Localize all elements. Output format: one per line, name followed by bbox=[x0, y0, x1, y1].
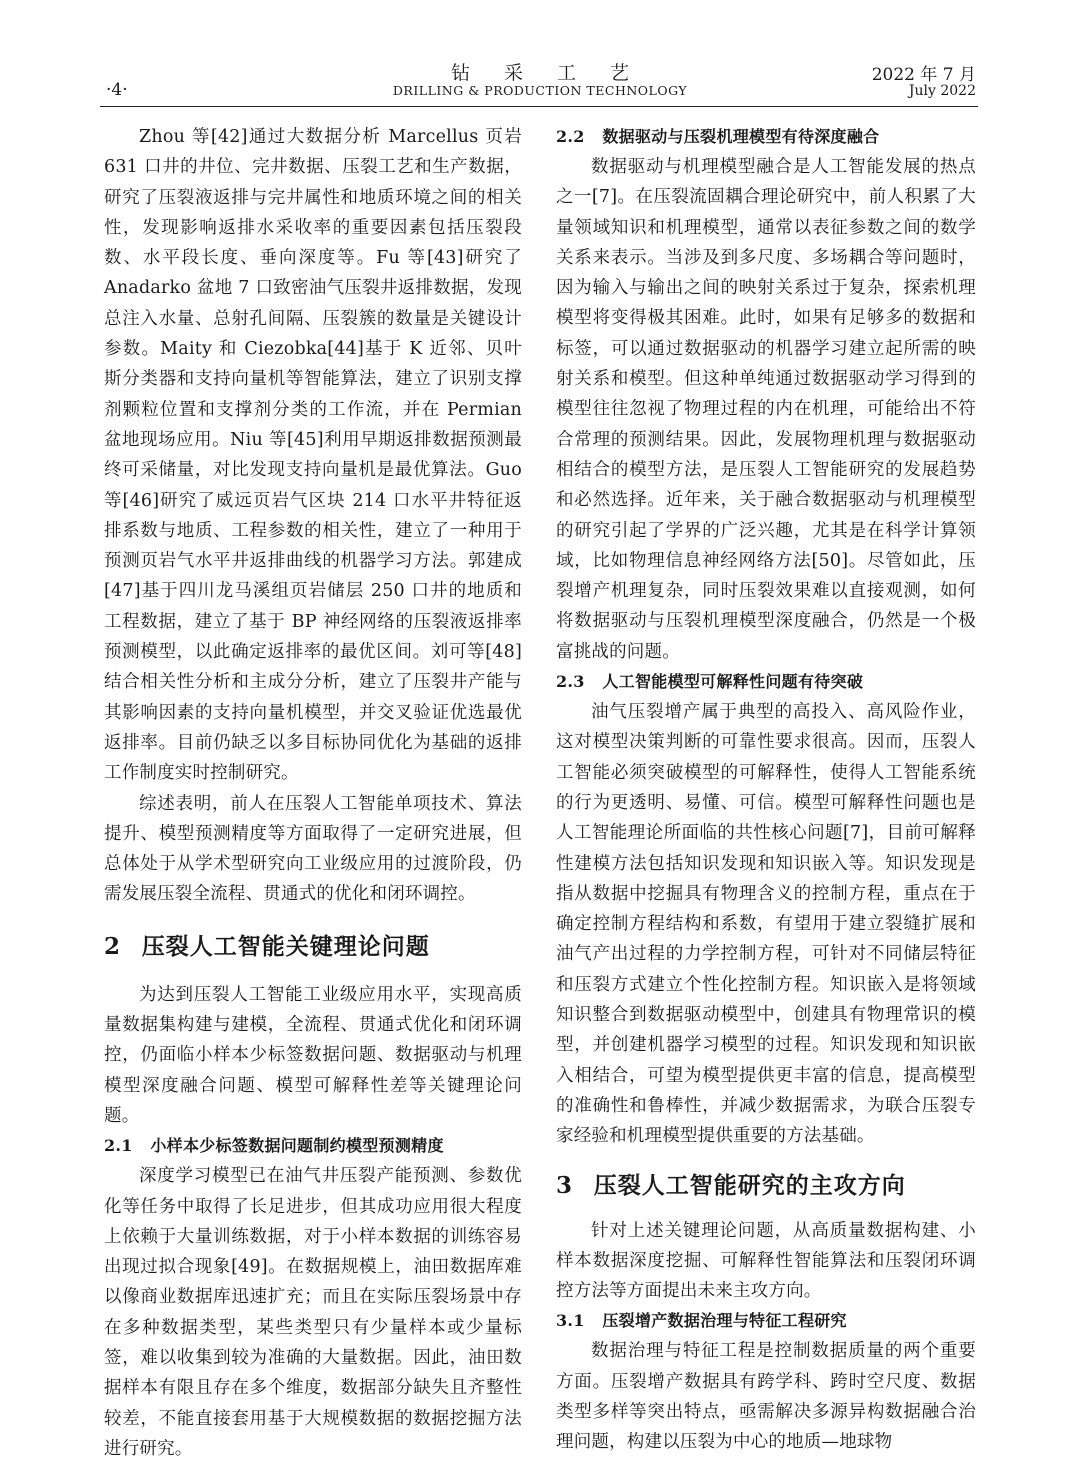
left-column bbox=[104, 122, 522, 1464]
chapter-number: 2 bbox=[104, 932, 122, 960]
section-title: 人工智能模型可解释性问题有待突破 bbox=[602, 672, 864, 692]
chapter-number: 3 bbox=[556, 1171, 574, 1199]
section-number: 2.2 bbox=[556, 127, 585, 146]
section-number: 3.1 bbox=[556, 1311, 585, 1331]
section-number: 2.1 bbox=[104, 1136, 133, 1156]
paragraph: 数据治理与特征工程是控制数据质量的两个重要方面。压裂增产数据具有跨学科、跨时空尺度、数据类型多样等突出特点，亟需解决多源异构数据融合治理问题，构建以压裂为中心的地质—地球物 bbox=[556, 1341, 976, 1453]
section-title: 小样本少标签数据问题制约模型预测精度 bbox=[150, 1136, 444, 1156]
paragraph: Zhou 等[42]通过大数据分析 Marcellus 页岩 631 口井的井位、完井数据、压裂工艺和生产数据，研究了压裂液返排与完井属性和地质环境之间的相关性，发现影响返排水采收率的重要因素包括压裂段数、水平段长度、垂向深度等。Fu 等[43]研究了 Anadarko 盆地 7 口致密油气压裂井返排数据，发现总注入水量、总射孔间隔、压裂簇的数量是关键设计参数。Maity 和 Ciezobka[44]基于 K 近邻、贝叶斯分类器和支持向量机等智能算法，建立了识别支撑剂颗粒位置和支撑剂分类的工作流，并在 Permian 盆地现场应用。Niu 等[45]利用早期返排数据预测最终可采储量，对比发现支持向量机是最优算法。Guo 等[46]研究了威远页岩气区块 214 口水平井特征返排系数与地质、工程参数的相关性，建立了一种用于预测页岩气水平井返排曲线的机器学习方法。郭建成[47]基于四川龙马溪组页岩储层 250 口井的地质和工程数据，建立了基于 BP 神经网络的压裂液返排率预测模型，以此确定返排率的最优区间。刘可等[48]结合相关性分析和主成分分析，建立了压裂井产能与其影响因素的支持向量机模型，并交叉验证优选最优返排率。目前仍缺乏以多目标协同优化为基础的返排工作制度实时控制研究。 bbox=[104, 127, 522, 784]
section-number: 2.3 bbox=[556, 672, 585, 692]
page-header bbox=[0, 0, 1080, 110]
paragraph: 为达到压裂人工智能工业级应用水平，实现高质量数据集构建与建模，全流程、贯通式优化和闭环调控，仍面临小样本少标签数据问题、数据驱动与机理模型深度融合问题、模型可解释性差等关键理论问题。 bbox=[104, 984, 522, 1126]
section-heading-2-2 bbox=[556, 122, 976, 152]
paragraph: 深度学习模型已在油气井压裂产能预测、参数优化等任务中取得了长足进步，但其成功应用很大程度上依赖于大量训练数据，对于小样本数据的训练容易出现过拟合现象[49]。在数据规模上，油田数据库难以像商业数据库迅速扩充；而且在实际压裂场景中存在多种数据类型，某些类型只有少量样本或少量标签，难以收集到较为准确的大量数据。因此，油田数据样本有限且存在多个维度，数据部分缺失且齐整性较差，不能直接套用基于大规模数据的数据挖掘方法进行研究。 bbox=[104, 1166, 522, 1459]
section-title: 压裂增产数据治理与特征工程研究 bbox=[602, 1311, 847, 1331]
paragraph: 油气压裂增产属于典型的高投入、高风险作业，这对模型决策判断的可靠性要求很高。因而，压裂人工智能必须突破模型的可解释性，使得人工智能系统的行为更透明、易懂、可信。模型可解释性问题也是人工智能理论所面临的共性核心问题[7]，目前可解释性建模方法包括知识发现和知识嵌入等。知识发现是指从数据中挖掘具有物理含义的控制方程，重点在于确定控制方程结构和系数，有望用于建立裂缝扩展和油气产出过程的力学控制方程，可针对不同储层特征和压裂方式建立个性化控制方程。知识嵌入是将领域知识整合到数据驱动模型中，创建具有物理常识的模型，并创建机器学习模型的过程。知识发现和知识嵌入相结合，可望为模型提供更丰富的信息，提高模型的准确性和鲁棒性，并减少数据需求，为联合压裂专家经验和机理模型提供重要的方法基础。 bbox=[556, 702, 976, 1147]
paragraph: 数据驱动与机理模型融合是人工智能发展的热点之一[7]。在压裂流固耦合理论研究中，前人积累了大量领域知识和机理模型，通常以表征参数之间的数学关系来表示。当涉及到多尺度、多场耦合等问题时，因为输入与输出之间的映射关系过于复杂，探索机理模型将变得极其困难。此时，如果有足够多的数据和标签，可以通过数据驱动的机器学习建立起所需的映射关系和模型。但这种单纯通过数据驱动学习得到的模型往往忽视了物理过程的内在机理，可能给出不符合常理的预测结果。因此，发展物理机理与数据驱动相结合的模型方法，是压裂人工智能研究的发展趋势和必然选择。近年来，关于融合数据驱动与机理模型的研究引起了学界的广泛兴趣，尤其是在科学计算领域，比如物理信息神经网络方法[50]。尽管如此，压裂增产机理复杂，同时压裂效果难以直接观测，如何将数据驱动与压裂机理模型深度融合，仍然是一个极富挑战的问题。 bbox=[556, 157, 976, 662]
page-number: ·4· bbox=[106, 80, 128, 100]
issue-date-cn: 2022 年 7 月 bbox=[871, 65, 976, 85]
chapter-heading-2 bbox=[104, 931, 522, 963]
section-heading-2-1 bbox=[104, 1131, 522, 1161]
section-heading-3-1 bbox=[556, 1306, 976, 1336]
journal-title-en: DRILLING & PRODUCTION TECHNOLOGY bbox=[392, 83, 688, 98]
chapter-title: 压裂人工智能研究的主攻方向 bbox=[593, 1172, 906, 1199]
section-title: 数据驱动与压裂机理模型有待深度融合 bbox=[602, 127, 880, 146]
header-rule bbox=[100, 106, 978, 107]
journal-title-cn: 钻采工艺 bbox=[450, 62, 663, 84]
chapter-heading-3 bbox=[556, 1170, 976, 1202]
chapter-title: 压裂人工智能关键理论问题 bbox=[141, 933, 430, 960]
right-column bbox=[556, 122, 976, 1458]
paragraph: 针对上述关键理论问题，从高质量数据构建、小样本数据深度挖掘、可解释性智能算法和压裂闭环调控方法等方面提出未来主攻方向。 bbox=[556, 1220, 976, 1302]
paragraph: 综述表明，前人在压裂人工智能单项技术、算法提升、模型预测精度等方面取得了一定研究进展，但总体处于从学术型研究向工业级应用的过渡阶段，仍需发展压裂全流程、贯通式的优化和闭环调控。 bbox=[104, 793, 522, 905]
issue-date-en: July 2022 bbox=[908, 83, 976, 99]
section-heading-2-3 bbox=[556, 667, 976, 697]
